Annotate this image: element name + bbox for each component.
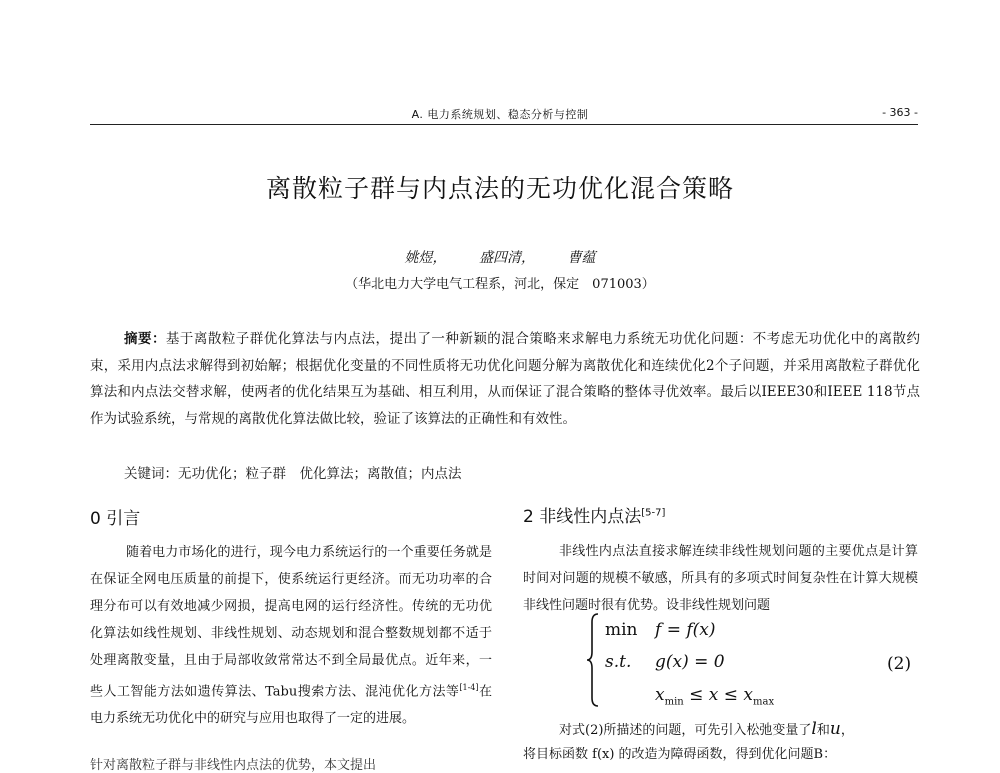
after-equation-paragraph — [523, 716, 918, 744]
intro-text: 随着电力市场化的进行，现今电力系统运行的一个重要任务就是在保证全网电压质量的前提下，使系统运行更经济。而无功功率的合理分布可以有效地减少网损，提高电网的运行经济性。传统的无功优化算法如线性规划、非线性规划、动态规划和混合整数规划都不适于处理离散变量，且由于局部收敛常常达不到全局最优点。近年来，一些人工智能方法如遗传算法、Tabu搜索方法、混沌优化方法等 — [90, 545, 492, 700]
equation-objective — [605, 620, 716, 640]
intro-citation: [1-4] — [459, 683, 479, 692]
eq-objective: f = f(x) — [655, 620, 716, 640]
eq-st: s.t. — [605, 652, 632, 672]
eq-bound-min: min — [664, 696, 684, 708]
after-eq-text-1: 对式(2)所描述的问题，可先引入松弛变量了 — [559, 723, 812, 738]
interior-point-paragraph: 非线性内点法直接求解连续非线性规划问题的主要优点是计算时间对问题的规模不敏感，所具有的多项式时间复杂性在计算大规模非线性问题时很有优势。设非线性规划问题 — [523, 544, 918, 613]
equation-bounds — [655, 685, 774, 707]
section2-citation: [5-7] — [641, 507, 666, 519]
intro-cut-line: 针对离散粒子群与非线性内点法的优势，本文提出 — [90, 758, 377, 773]
after-eq-text-2: 和 — [816, 723, 830, 738]
author-2: 盛四清， — [479, 250, 535, 266]
affiliation: （华北电力大学电气工程系，河北，保定 071003） — [345, 277, 655, 292]
eq-bound-mid: ≤ x ≤ — [683, 685, 744, 705]
abstract-text: 基于离散粒子群优化算法与内点法，提出了一种新颖的混合策略来求解电力系统无功优化问题：不考虑无功优化中的离散约束，采用内点法求解得到初始解；根据优化变量的不同性质将无功优化问题分解为离散优化和连续优化2个子问题，并采用离散粒子群优化算法和内点法交替求解，使两者的优化结果互为基础、相互利用，从而保证了混合策略的整体寻优效率。最后以IEEE30和IEEE 118节点作为试验系统，与常规的离散优化算法做比较，验证了该算法的正确性和有效性。 — [90, 331, 921, 427]
keywords — [124, 462, 462, 482]
running-head: A. 电力系统规划、稳态分析与控制 — [411, 108, 589, 121]
keywords-text: 无功优化；粒子群 优化算法；离散值；内点法 — [178, 466, 462, 482]
keywords-label: 关键词： — [124, 466, 178, 482]
header-rule — [90, 124, 918, 125]
equation-brace — [586, 612, 600, 708]
brace-path — [587, 614, 598, 706]
var-l: l — [811, 719, 817, 739]
eq-bound-max: max — [753, 696, 775, 708]
section2-heading-text: 2 非线性内点法 — [523, 507, 642, 527]
section-heading-interior-point — [523, 502, 665, 527]
page-number: - 363 - — [882, 106, 918, 119]
paper-title: 离散粒子群与内点法的无功优化混合策略 — [265, 174, 734, 203]
eq-bound-x2: x — [743, 685, 754, 705]
eq-bound-x: x — [655, 685, 665, 705]
equation-number: (2) — [887, 654, 912, 674]
section-heading-introduction: 0 引言 — [90, 509, 141, 529]
author-list — [0, 247, 1000, 267]
abstract-label: 摘要： — [124, 331, 166, 347]
eq-constraint: g(x) = 0 — [655, 652, 725, 672]
intro-text-end: 在电力系统无功优化中的研究与应用也取得了一定的进展。 — [90, 684, 492, 727]
after-eq-text-3: ， — [840, 723, 854, 738]
intro-paragraph — [90, 539, 492, 732]
var-u: u — [829, 719, 841, 739]
equation-constraint — [605, 652, 725, 672]
author-3: 曹蕴 — [567, 250, 596, 266]
abstract — [90, 326, 920, 432]
eq-min: min — [605, 620, 638, 640]
interior-point-cut-line: 将目标函数 f(x) 的改造为障碍函数，得到优化问题B： — [523, 747, 837, 762]
author-1: 姚煜， — [404, 250, 447, 266]
